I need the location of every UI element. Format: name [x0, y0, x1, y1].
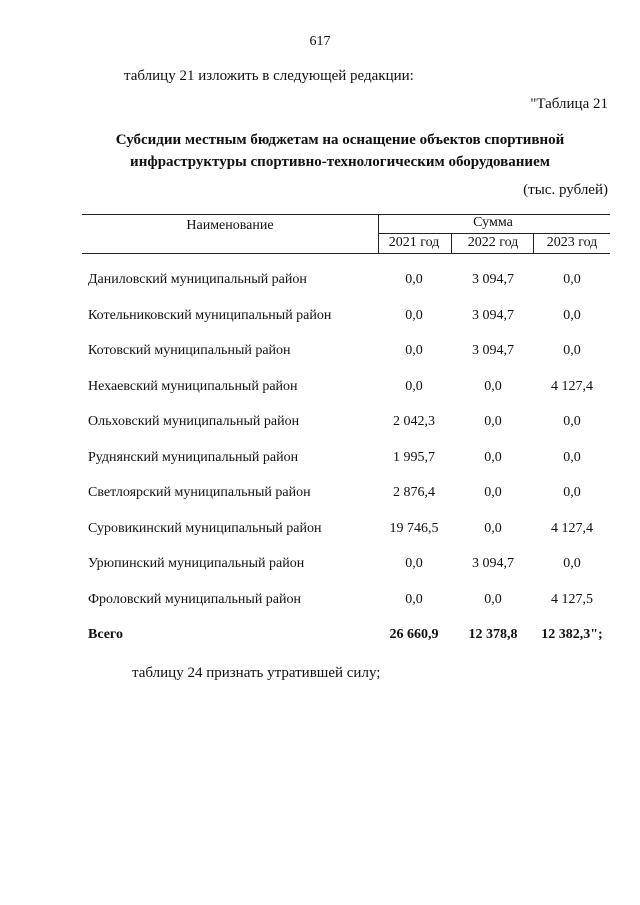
cell-2022: 3 094,7 — [472, 272, 514, 287]
cell-2022: 3 094,7 — [472, 343, 514, 358]
table-title-line-2: инфраструктуры спортивно-технологическим оборудованием — [130, 154, 550, 170]
cell-2021: 0,0 — [405, 592, 423, 607]
cell-2021: 0,0 — [405, 308, 423, 323]
row-name: Котельниковский муниципальный район — [88, 308, 332, 323]
total-2022: 12 378,8 — [468, 627, 518, 642]
cell-2022: 0,0 — [484, 485, 502, 500]
cell-2023: 4 127,4 — [551, 521, 593, 536]
sum-subheader-rule — [378, 233, 610, 234]
column-header-2023: 2023 год — [546, 235, 598, 250]
column-header-sum: Сумма — [473, 215, 513, 230]
column-header-2022: 2022 год — [467, 235, 519, 250]
header-bottom-rule — [82, 253, 610, 254]
cell-2023: 0,0 — [563, 343, 581, 358]
cell-2021: 2 042,3 — [393, 414, 435, 429]
cell-2021: 0,0 — [405, 343, 423, 358]
row-name: Даниловский муниципальный район — [88, 272, 307, 287]
cell-2022: 0,0 — [484, 450, 502, 465]
cell-2023: 0,0 — [563, 308, 581, 323]
cell-2022: 0,0 — [484, 521, 502, 536]
intro-text: таблицу 21 изложить в следующей редакции: — [124, 68, 414, 84]
table-title-line-1: Субсидии местным бюджетам на оснащение объектов спортивной — [115, 132, 565, 148]
cell-2023: 4 127,5 — [551, 592, 593, 607]
row-name: Руднянский муниципальный район — [88, 450, 299, 465]
cell-2022: 0,0 — [484, 414, 502, 429]
cell-2022: 3 094,7 — [472, 308, 514, 323]
row-name: Светлоярский муниципальный район — [88, 485, 311, 500]
cell-2023: 0,0 — [563, 485, 581, 500]
cell-2023: 4 127,4 — [551, 379, 593, 394]
cell-2021: 2 876,4 — [393, 485, 435, 500]
cell-2023: 0,0 — [563, 450, 581, 465]
total-2021: 26 660,9 — [389, 627, 439, 642]
row-name: Фроловский муниципальный район — [88, 592, 302, 607]
table-label: "Таблица 21 — [530, 96, 608, 112]
row-name: Котовский муниципальный район — [88, 343, 291, 358]
row-name: Нехаевский муниципальный район — [88, 379, 298, 394]
cell-2021: 0,0 — [405, 272, 423, 287]
cell-2023: 0,0 — [563, 556, 581, 571]
units-label: (тыс. рублей) — [523, 182, 608, 198]
cell-2021: 1 995,7 — [393, 450, 435, 465]
cell-2021: 0,0 — [405, 556, 423, 571]
column-header-2021: 2021 год — [388, 235, 440, 250]
cell-2021: 19 746,5 — [389, 521, 439, 536]
row-name: Урюпинский муниципальный район — [88, 556, 305, 571]
total-label: Всего — [88, 627, 123, 642]
outro-text: таблицу 24 признать утратившей силу; — [132, 665, 381, 681]
table-title — [60, 129, 620, 173]
cell-2023: 0,0 — [563, 414, 581, 429]
cell-2023: 0,0 — [563, 272, 581, 287]
column-header-name: Наименование — [186, 218, 274, 233]
total-2023: 12 382,3"; — [541, 627, 603, 642]
row-name: Суровикинский муниципальный район — [88, 521, 322, 536]
cell-2022: 0,0 — [484, 379, 502, 394]
cell-2022: 3 094,7 — [472, 556, 514, 571]
row-name: Ольховский муниципальный район — [88, 414, 300, 429]
cell-2021: 0,0 — [405, 379, 423, 394]
page-number: 617 — [309, 34, 331, 49]
cell-2022: 0,0 — [484, 592, 502, 607]
